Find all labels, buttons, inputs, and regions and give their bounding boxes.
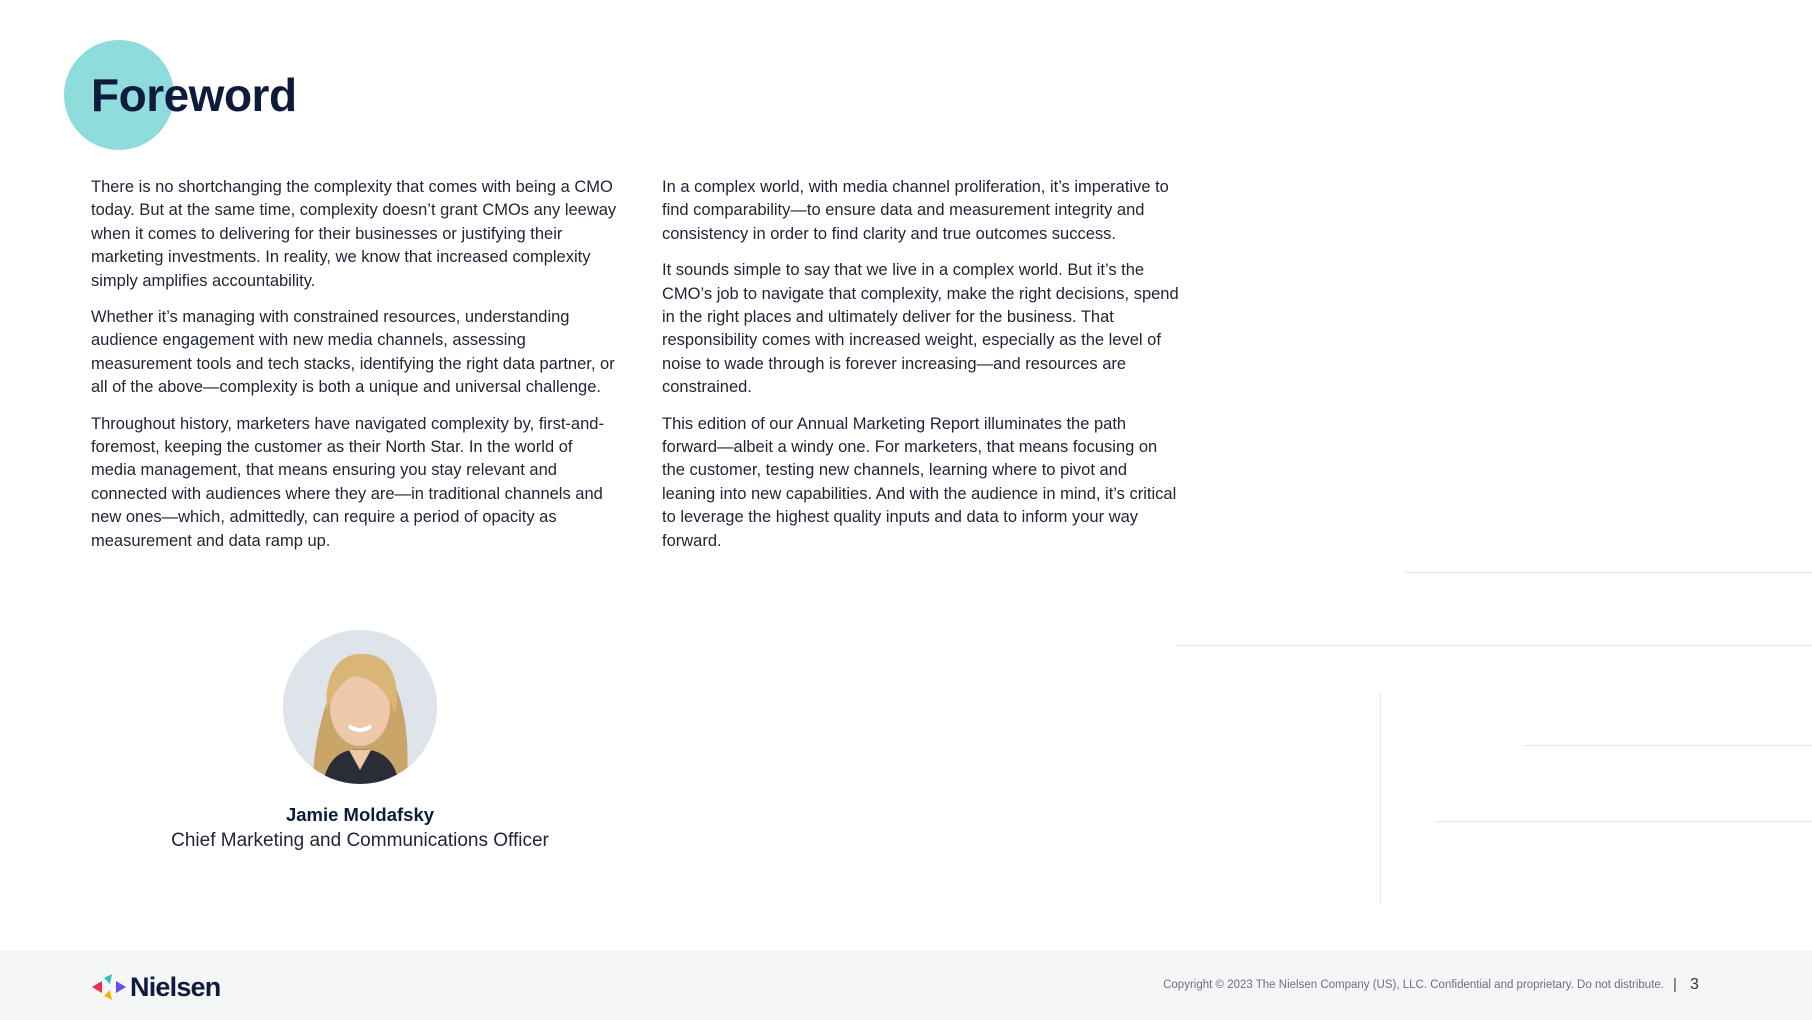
author-role: Chief Marketing and Communications Officer xyxy=(171,830,549,851)
title-block xyxy=(64,40,464,152)
page-number: 3 xyxy=(1690,976,1699,993)
paragraph: There is no shortchanging the complexity that comes with being a CMO today. But at the same time, complexity doesn’t grant CMOs any leeway when it comes to delivering for their businesses or justifying their marketing investments. In reality, we know that increased complexity simply amplifies accountability. xyxy=(91,178,617,290)
paragraph: It sounds simple to say that we live in a complex world. But it’s the CMO’s job to navigate that complexity, make the right decisions, spend in the right places and ultimately deliver for the business. That responsibility comes with increased weight, especially as the level of noise to wade through is forever increasing—and resources are constrained. xyxy=(662,261,1179,397)
author-block xyxy=(120,630,600,852)
nielsen-logo-icon xyxy=(90,974,128,1000)
nielsen-logo[interactable] xyxy=(90,973,220,1001)
paragraph: In a complex world, with media channel proliferation, it’s imperative to find comparability—to ensure data and measurement integrity and consistency in order to find clarity and true outcomes success. xyxy=(662,178,1169,243)
paragraph: Whether it’s managing with constrained resources, understanding audience engagement with new media channels, assessing measurement tools and tech stacks, identifying the right data partner, or all of the above—complexity is both a unique and universal challenge. xyxy=(91,308,615,397)
paragraph: Throughout history, marketers have navigated complexity by, first-and-foremost, keeping the customer as their North Star. In the world of media management, that means ensuring you stay relevant and connected with audiences where they are—in traditional channels and new ones—which, admittedly, can require a period of opacity as measurement and data ramp up. xyxy=(91,414,604,550)
footer xyxy=(0,951,1812,1020)
decorative-line xyxy=(1405,572,1812,573)
portrait-image xyxy=(283,630,437,784)
author-name: Jamie Moldafsky xyxy=(285,804,435,825)
right-column xyxy=(662,176,1182,566)
decorative-line xyxy=(1176,645,1812,646)
paragraph: This edition of our Annual Marketing Report illuminates the path forward—albeit a windy one. For marketers, that means focusing on the customer, testing new channels, learning where to pivot and leaning into new capabilities. And with the audience in mind, it’s critical to leverage the highest quality inputs and data to inform your way forward. xyxy=(662,414,1177,550)
decorative-line xyxy=(1523,745,1812,746)
logo-text: Nielsen xyxy=(130,972,221,1002)
copyright-text: Copyright © 2023 The Nielsen Company (US), LLC. Confidential and proprietary. Do not distribute. xyxy=(1163,979,1664,991)
page-title: Foreword xyxy=(91,69,297,121)
footer-separator: | xyxy=(1673,976,1677,993)
left-column xyxy=(91,176,621,566)
avatar xyxy=(283,630,437,784)
decorative-line xyxy=(1435,821,1812,822)
decorative-line xyxy=(1380,693,1381,903)
